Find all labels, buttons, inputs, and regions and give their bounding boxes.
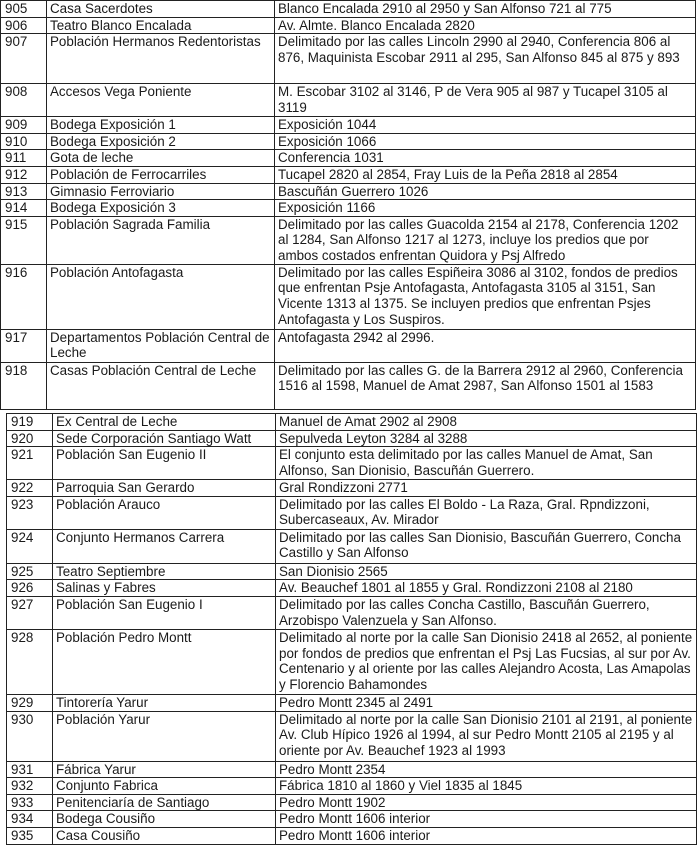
row-number: 916	[1, 264, 47, 329]
site-name: Parroquia San Gerardo	[53, 480, 276, 497]
table-row	[7, 794, 697, 811]
site-name: Población San Eugenio II	[53, 447, 276, 480]
site-location: Gral Rondizzoni 2771	[276, 480, 697, 497]
table-row	[7, 827, 697, 844]
row-number: 932	[7, 778, 53, 795]
site-location: Bascuñán Guerrero 1026	[275, 183, 696, 200]
table-row	[1, 362, 696, 409]
row-number: 908	[1, 84, 47, 117]
site-name: Casa Sacerdotes	[47, 1, 275, 18]
site-name: Población San Eugenio I	[53, 596, 276, 629]
site-location: Pedro Montt 1606 interior	[276, 827, 697, 844]
row-number: 933	[7, 794, 53, 811]
row-number: 923	[7, 496, 53, 529]
row-number: 909	[1, 117, 47, 134]
table-row	[7, 430, 697, 447]
row-number: 925	[7, 563, 53, 580]
table-row	[1, 117, 696, 134]
heritage-table-part-2	[6, 413, 697, 845]
site-location: Conferencia 1031	[275, 150, 696, 167]
site-location: Antofagasta 2942 al 2996.	[275, 329, 696, 362]
table-row	[7, 580, 697, 597]
table-row	[1, 216, 696, 264]
site-location: Delimitado por las calles Concha Castillo, Bascuñán Guerrero, Arzobispo Valenzuela y San Alfonso.	[276, 596, 697, 629]
site-location: Manuel de Amat 2902 al 2908	[276, 414, 697, 431]
site-location: M. Escobar 3102 al 3146, P de Vera 905 al 987 y Tucapel 3105 al 3119	[275, 84, 696, 117]
site-name: Conjunto Hermanos Carrera	[53, 529, 276, 563]
site-location: Delimitado por las calles San Dionisio, Bascuñán Guerrero, Concha Castillo y San Alfonso	[276, 529, 697, 563]
table-row	[1, 17, 696, 34]
site-name: Casa Cousiño	[53, 827, 276, 844]
table-row	[7, 761, 697, 778]
row-number: 935	[7, 827, 53, 844]
site-name: Teatro Septiembre	[53, 563, 276, 580]
site-location: El conjunto esta delimitado por las calles Manuel de Amat, San Alfonso, San Dionisio, Bascuñán Guerrero.	[276, 447, 697, 480]
row-number: 922	[7, 480, 53, 497]
table-row	[7, 778, 697, 795]
row-number: 915	[1, 216, 47, 264]
row-number: 905	[1, 1, 47, 18]
site-location: Pedro Montt 1606 interior	[276, 811, 697, 828]
table-row	[1, 329, 696, 362]
site-location: Exposición 1044	[275, 117, 696, 134]
row-number: 914	[1, 200, 47, 217]
site-name: Población Hermanos Redentoristas	[47, 34, 275, 84]
table-row	[7, 496, 697, 529]
row-number: 920	[7, 430, 53, 447]
row-number: 934	[7, 811, 53, 828]
table-row	[1, 166, 696, 183]
site-location: Pedro Montt 2345 al 2491	[276, 694, 697, 711]
site-name: Población de Ferrocarriles	[47, 166, 275, 183]
site-name: Población Antofagasta	[47, 264, 275, 329]
site-name: Población Yarur	[53, 711, 276, 761]
site-name: Fábrica Yarur	[53, 761, 276, 778]
table-row	[7, 711, 697, 761]
row-number: 921	[7, 447, 53, 480]
row-number: 919	[7, 414, 53, 431]
row-number: 917	[1, 329, 47, 362]
row-number: 910	[1, 133, 47, 150]
row-number: 906	[1, 17, 47, 34]
site-location: Delimitado por las calles Lincoln 2990 al 2940, Conferencia 806 al 876, Maquinista Escobar 2911 al 295, San Alfonso 845 al 875 y 893	[275, 34, 696, 84]
site-location: Fábrica 1810 al 1860 y Viel 1835 al 1845	[276, 778, 697, 795]
site-location: Blanco Encalada 2910 al 2950 y San Alfonso 721 al 775	[275, 1, 696, 18]
site-location: San Dionisio 2565	[276, 563, 697, 580]
site-location: Av. Beauchef 1801 al 1855 y Gral. Rondizzoni 2108 al 2180	[276, 580, 697, 597]
site-name: Ex Central de Leche	[53, 414, 276, 431]
site-location: Delimitado por las calles G. de la Barrera 2912 al 2960, Conferencia 1516 al 1598, Manuel de Amat 2987, San Alfonso 1501 al 1583	[275, 362, 696, 409]
table-row	[7, 414, 697, 431]
table-row	[1, 183, 696, 200]
table-row	[1, 200, 696, 217]
site-location: Pedro Montt 1902	[276, 794, 697, 811]
table-row	[7, 480, 697, 497]
site-location: Tucapel 2820 al 2854, Fray Luis de la Peña 2818 al 2854	[275, 166, 696, 183]
table-row	[1, 264, 696, 329]
row-number: 924	[7, 529, 53, 563]
row-number: 912	[1, 166, 47, 183]
site-location: Sepulveda Leyton 3284 al 3288	[276, 430, 697, 447]
row-number: 931	[7, 761, 53, 778]
table-row	[7, 694, 697, 711]
table-row	[7, 629, 697, 694]
row-number: 927	[7, 596, 53, 629]
site-name: Población Sagrada Familia	[47, 216, 275, 264]
site-location: Av. Almte. Blanco Encalada 2820	[275, 17, 696, 34]
table-row	[1, 34, 696, 84]
site-name: Casas Población Central de Leche	[47, 362, 275, 409]
table-row	[1, 1, 696, 18]
site-name: Salinas y Fabres	[53, 580, 276, 597]
site-name: Conjunto Fabrica	[53, 778, 276, 795]
heritage-table-part-1	[0, 0, 696, 410]
table-row	[1, 84, 696, 117]
row-number: 918	[1, 362, 47, 409]
site-location: Delimitado por las calles Espiñeira 3086 al 3102, fondos de predios que enfrentan Psje Antofagasta, Antofagasta 3105 al 3151, San Vicente 1313 al 1375. Se incluyen predios que enfrentan Psjes Antofagasta y Los Suspiros.	[275, 264, 696, 329]
site-name: Accesos Vega Poniente	[47, 84, 275, 117]
site-name: Población Arauco	[53, 496, 276, 529]
site-location: Delimitado por las calles El Boldo - La Raza, Gral. Rpndizzoni, Subercaseaux, Av. Mirador	[276, 496, 697, 529]
site-name: Tintorería Yarur	[53, 694, 276, 711]
site-location: Delimitado al norte por la calle San Dionisio 2418 al 2652, al poniente por fondos de predios que enfrentan el Psj Las Fucsias, al sur por Av. Centenario y al oriente por las calles Alejandro Acosta, Las Amapolas y Florencio Bahamondes	[276, 629, 697, 694]
site-name: Penitenciaría de Santiago	[53, 794, 276, 811]
site-location: Exposición 1166	[275, 200, 696, 217]
site-name: Bodega Exposición 3	[47, 200, 275, 217]
site-name: Departamentos Población Central de Leche	[47, 329, 275, 362]
row-number: 928	[7, 629, 53, 694]
row-number: 911	[1, 150, 47, 167]
site-name: Bodega Cousiño	[53, 811, 276, 828]
site-location: Pedro Montt 2354	[276, 761, 697, 778]
row-number: 926	[7, 580, 53, 597]
table-row	[1, 133, 696, 150]
table-row	[1, 150, 696, 167]
table-row	[7, 811, 697, 828]
table-row	[7, 529, 697, 563]
site-name: Gimnasio Ferroviario	[47, 183, 275, 200]
table-row	[7, 596, 697, 629]
site-name: Población Pedro Montt	[53, 629, 276, 694]
table-row	[7, 447, 697, 480]
row-number: 913	[1, 183, 47, 200]
site-name: Gota de leche	[47, 150, 275, 167]
site-name: Bodega Exposición 2	[47, 133, 275, 150]
site-name: Bodega Exposición 1	[47, 117, 275, 134]
row-number: 929	[7, 694, 53, 711]
table-row	[7, 563, 697, 580]
row-number: 930	[7, 711, 53, 761]
site-location: Delimitado al norte por la calle San Dionisio 2101 al 2191, al poniente Av. Club Hípico 1926 al 1994, al sur Pedro Montt 2105 al 2195 y al oriente por Av. Beauchef 1923 al 1993	[276, 711, 697, 761]
site-name: Sede Corporación Santiago Watt	[53, 430, 276, 447]
row-number: 907	[1, 34, 47, 84]
site-name: Teatro Blanco Encalada	[47, 17, 275, 34]
site-location: Delimitado por las calles Guacolda 2154 al 2178, Conferencia 1202 al 1284, San Alfonso 1217 al 1273, incluye los predios que por ambos costados enfrentan Quidora y Psj Alfredo	[275, 216, 696, 264]
site-location: Exposición 1066	[275, 133, 696, 150]
